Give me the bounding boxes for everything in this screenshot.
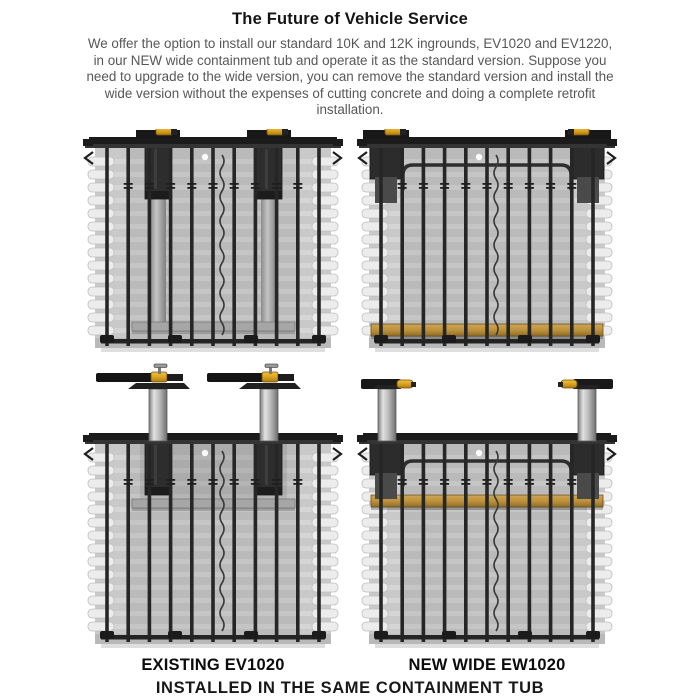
containment-tub-illustration <box>83 363 343 653</box>
intro-paragraph: We offer the option to install our standard 10K and 12K ingrounds, EV1020 and EV1220, in our NEW wide containment tub and operate it as the standard version. Suppose you need to upgrade to the wide version, you can remove the standard version and install the wide version without the expenses of cutting concrete and doing a complete retrofit installation. <box>86 36 614 118</box>
containment-tub-illustration <box>357 363 617 653</box>
diagram-existing-raised <box>83 363 343 653</box>
diagram-wide-retracted <box>357 129 617 357</box>
diagram-wide-raised <box>357 363 617 653</box>
footer-line: INSTALLED IN THE SAME CONTAINMENT TUB <box>155 678 545 697</box>
diagram-grid <box>83 129 617 653</box>
diagram-existing-retracted <box>83 129 343 357</box>
containment-tub-illustration <box>357 129 617 357</box>
caption-new-wide-ew1020: NEW WIDE EW1020 <box>408 655 566 674</box>
caption-row <box>83 656 617 675</box>
header <box>0 0 700 119</box>
containment-tub-illustration <box>83 129 343 357</box>
page-title: The Future of Vehicle Service <box>232 10 468 28</box>
caption-existing-ev1020: EXISTING EV1020 <box>141 655 285 674</box>
